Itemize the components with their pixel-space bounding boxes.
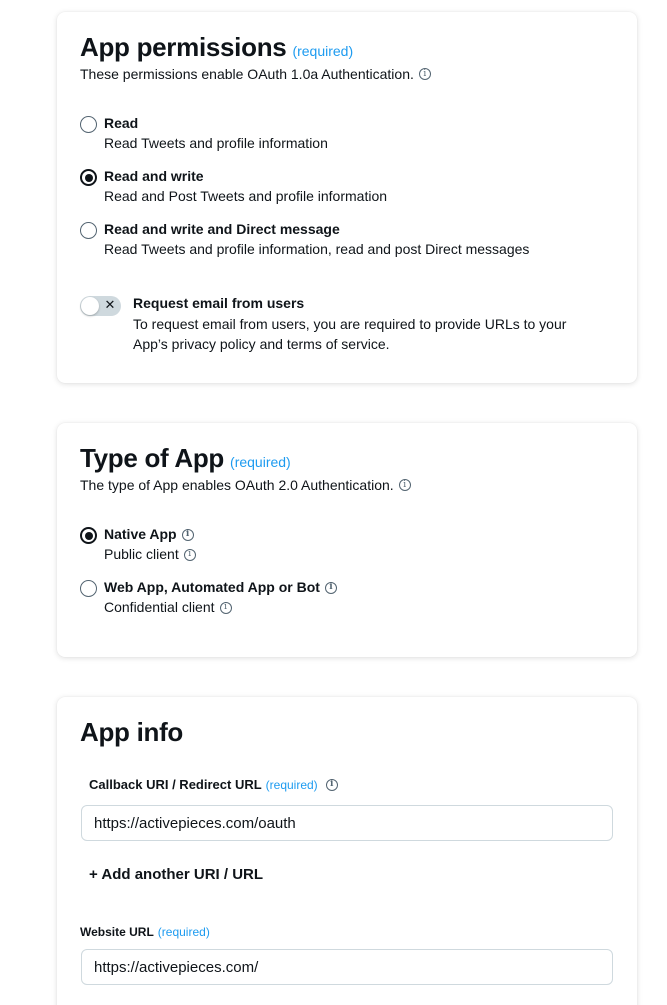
- app-type-option-native[interactable]: [80, 526, 196, 563]
- website-url-input[interactable]: [81, 949, 613, 985]
- permission-option-read[interactable]: [80, 115, 328, 152]
- type-of-app-subtitle-text: The type of App enables OAuth 2.0 Authentication.: [80, 477, 394, 493]
- permission-option-label: Read and write: [104, 168, 204, 184]
- type-of-app-title-text: Type of App: [80, 443, 225, 473]
- type-of-app-required: (required): [230, 454, 291, 470]
- callback-url-input[interactable]: [81, 805, 613, 841]
- permission-option-label: Read: [104, 115, 139, 131]
- request-email-row: [80, 295, 603, 354]
- permission-option-description: Read Tweets and profile information: [104, 135, 328, 151]
- confidential-client-label: Confidential client: [104, 599, 215, 615]
- radio-read-write-dm[interactable]: [80, 222, 97, 239]
- info-icon[interactable]: i: [326, 779, 338, 791]
- app-type-option-label: [104, 579, 337, 596]
- request-email-description: To request email from users, you are required to provide URLs to your App’s privacy policy and terms of service.: [133, 316, 567, 352]
- app-info-card: [57, 697, 637, 1005]
- info-icon[interactable]: i: [184, 549, 196, 561]
- permission-option-label: Read and write and Direct message: [104, 221, 340, 237]
- app-type-option-description: [104, 599, 337, 616]
- request-email-toggle[interactable]: [80, 296, 121, 316]
- app-info-title: App info: [80, 717, 184, 747]
- permission-option-read-write[interactable]: [80, 168, 387, 205]
- callback-url-label-text: Callback URI / Redirect URL: [89, 777, 262, 792]
- app-permissions-subtitle-text: These permissions enable OAuth 1.0a Authentication.: [80, 66, 414, 82]
- toggle-knob: [81, 297, 99, 315]
- close-icon: ✕: [104, 298, 116, 313]
- info-icon[interactable]: i: [419, 68, 431, 80]
- app-type-option-label: [104, 526, 196, 543]
- website-url-label: [80, 925, 210, 939]
- add-another-uri-button[interactable]: + Add another URI / URL: [89, 866, 264, 883]
- native-app-label: Native App: [104, 526, 177, 542]
- callback-url-required: (required): [265, 777, 318, 792]
- website-url-label-text: Website URL: [80, 925, 154, 939]
- app-permissions-subtitle: [80, 66, 431, 82]
- permission-option-description: Read and Post Tweets and profile information: [104, 188, 388, 204]
- app-permissions-title: [80, 32, 353, 63]
- info-icon[interactable]: i: [182, 529, 194, 541]
- app-type-option-description: [104, 546, 196, 563]
- permission-option-description: Read Tweets and profile information, read and post Direct messages: [104, 241, 530, 257]
- callback-url-label: [89, 777, 338, 792]
- info-icon[interactable]: i: [399, 479, 411, 491]
- radio-read-write[interactable]: [80, 169, 97, 186]
- permission-option-read-write-dm[interactable]: [80, 221, 529, 258]
- web-app-label: Web App, Automated App or Bot: [104, 579, 320, 595]
- radio-web-app[interactable]: [80, 580, 97, 597]
- radio-native-app[interactable]: [80, 527, 97, 544]
- website-url-required: (required): [157, 925, 210, 939]
- info-icon[interactable]: i: [325, 582, 337, 594]
- request-email-label: Request email from users: [133, 295, 305, 311]
- app-permissions-required: (required): [292, 43, 354, 59]
- radio-read[interactable]: [80, 116, 97, 133]
- type-of-app-subtitle: [80, 477, 411, 493]
- public-client-label: Public client: [104, 546, 179, 562]
- app-permissions-title-text: App permissions: [80, 32, 287, 62]
- type-of-app-card: [57, 423, 637, 657]
- info-icon[interactable]: i: [220, 602, 232, 614]
- type-of-app-title: [80, 443, 291, 474]
- app-permissions-card: [57, 12, 637, 383]
- app-type-option-web[interactable]: [80, 579, 337, 616]
